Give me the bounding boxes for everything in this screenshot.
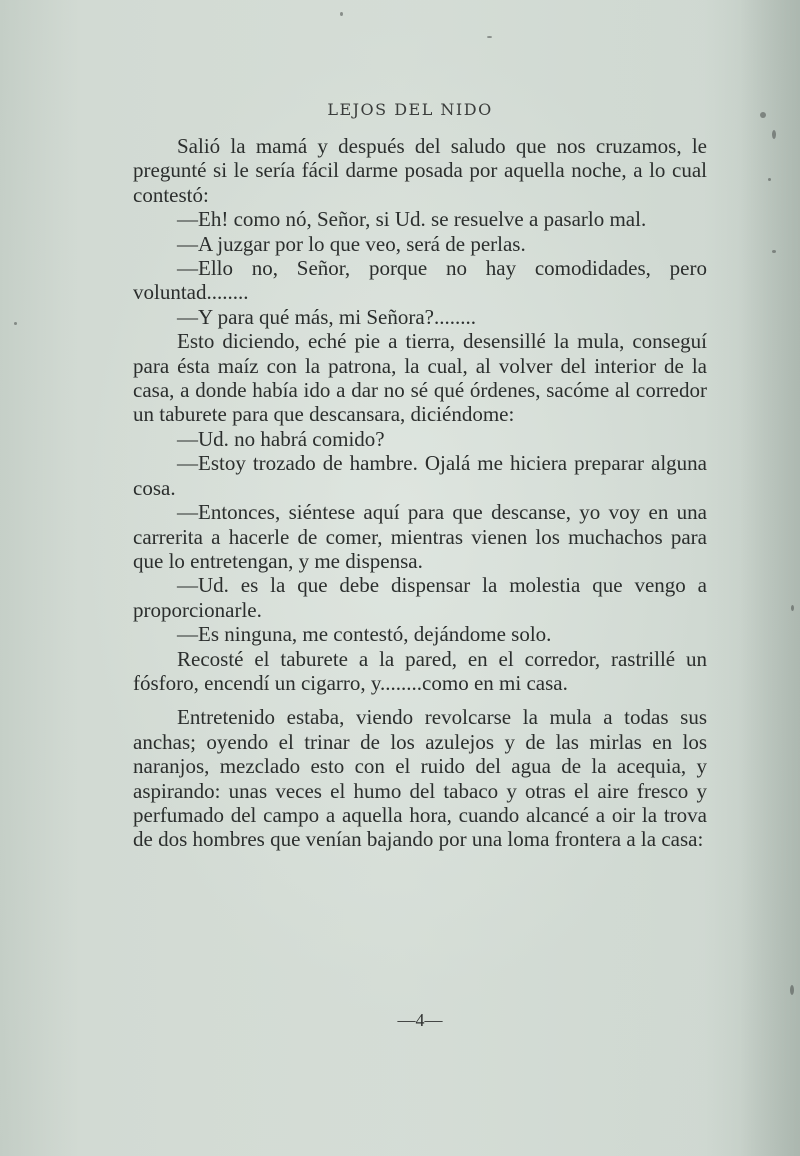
paragraph: —Estoy trozado de hambre. Ojalá me hiciera preparar alguna cosa. — [133, 451, 707, 500]
paragraph: —Y para qué más, mi Señora?........ — [177, 304, 476, 329]
ink-speck — [772, 130, 776, 139]
ink-speck — [790, 985, 794, 995]
paragraph: Esto diciendo, eché pie a tierra, desensillé la mula, conseguí para ésta maíz con la patrona, la cual, al volver del interior de la casa, a donde había ido a dar no sé qué órdenes, sacóme al corredor un taburete para que descansara, diciéndome: — [133, 329, 707, 427]
ink-speck — [791, 605, 794, 611]
paragraph: Recosté el taburete a la pared, en el corredor, rastrillé un fósforo, encendí un cigarro, y........como en mi casa. — [133, 646, 707, 695]
paragraph: —A juzgar por lo que veo, será de perlas. — [177, 231, 526, 256]
ink-speck — [487, 36, 492, 38]
paragraph: —Eh! como nó, Señor, si Ud. se resuelve a pasarlo mal. — [177, 207, 647, 232]
paragraph: Entretenido estaba, viendo revolcarse la mula a todas sus anchas; oyendo el trinar de los azulejos y de las mirlas en los naranjos, mezclado esto con el ruido del agua de la acequia, y aspirando: unas veces el humo del tabaco y otras el aire fresco y perfumado del campo a aquella hora, cuando alcancé a oir la trova de dos hombres que venían bajando por una loma frontera a la casa: — [133, 705, 707, 852]
ink-speck — [772, 250, 776, 253]
ink-speck — [760, 112, 766, 118]
paragraph: Salió la mamá y después del saludo que nos cruzamos, le pregunté si le sería fácil darme posada por aquella noche, a lo cual contestó: — [133, 134, 707, 207]
page-number: —4— — [397, 1010, 443, 1030]
ink-speck — [768, 178, 771, 181]
ink-speck — [340, 12, 343, 16]
paragraph: —Ello no, Señor, porque no hay comodidades, pero voluntad........ — [133, 256, 707, 305]
ink-speck — [14, 322, 17, 325]
paragraph: —Es ninguna, me contestó, dejándome solo. — [177, 622, 552, 647]
running-head: LEJOS DEL NIDO — [327, 100, 493, 119]
paragraph: —Entonces, siéntese aquí para que descanse, yo voy en una carrerita a hacerle de comer, mientras vienen los muchachos para que lo entretengan, y me dispensa. — [133, 500, 707, 573]
paragraph: —Ud. no habrá comido? — [177, 426, 385, 451]
body-text — [133, 134, 707, 852]
paragraph: —Ud. es la que debe dispensar la molestia que vengo a proporcionarle. — [133, 573, 707, 622]
page-edge-shadow — [740, 0, 800, 1156]
